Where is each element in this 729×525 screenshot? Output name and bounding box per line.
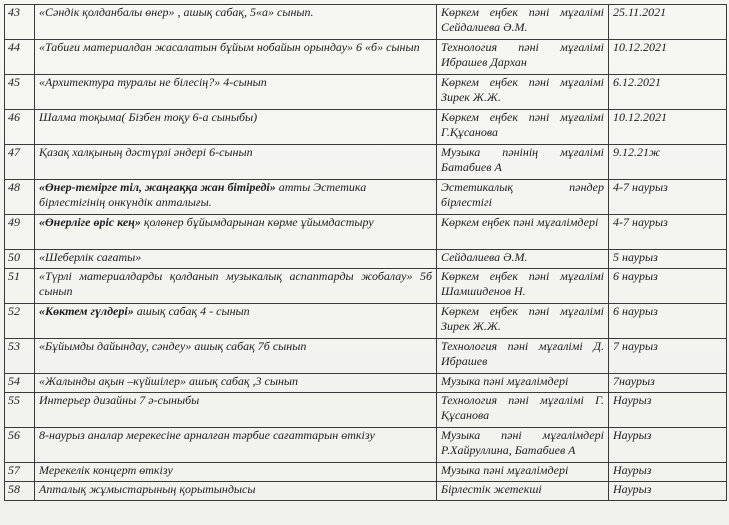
event-title-bold: «Көктем гүлдері» [39,304,134,318]
table-row [5,250,727,269]
responsible-person: Сейдалиева Ә.М. [437,250,609,269]
event-title-rest: қолөнер бұйымдарынан көрме ұйымдастыру [140,215,374,229]
row-number: 45 [5,75,35,110]
event-title: «Архитектура туралы не білесің?» 4-сынып [35,75,437,110]
row-number: 54 [5,374,35,393]
responsible-person: Музыка пәні мұғалімдері [437,463,609,482]
table-row [5,5,727,40]
table-row [5,463,727,482]
responsible-person: Көркем еңбек пәні мұғалімі Шамшиденов Н. [437,269,609,304]
row-number: 43 [5,5,35,40]
table-row [5,269,727,304]
responsible-person: Технология пәні мұғалімі Г. Құсанова [437,393,609,428]
row-number: 47 [5,145,35,180]
event-date: 4-7 наурыз [609,215,727,250]
event-title: Интерьер дизайны 7 ә-сыныбы [35,393,437,428]
responsible-person: Көркем еңбек пәні мұғалімі Зирек Ж.Ж. [437,304,609,339]
event-date: 7наурыз [609,374,727,393]
event-date: Наурыз [609,393,727,428]
event-date: 9.12.21ж [609,145,727,180]
table-row [5,482,727,501]
responsible-person: Көркем еңбек пәні мұғалімдері [437,215,609,250]
event-date: 6 наурыз [609,269,727,304]
table-row [5,75,727,110]
responsible-person: Технология пәні мұғалімі Ибрашев Дархан [437,40,609,75]
event-date: 6 наурыз [609,304,727,339]
event-title: «Табиғи материалдан жасалатын бұйым нобайын орындау» 6 «б» сынып [35,40,437,75]
event-title: 8-наурыз аналар мерекесіне арналған тәрбие сағаттарын өткізу [35,428,437,463]
event-date: 6.12.2021 [609,75,727,110]
event-date: 4-7 наурыз [609,180,727,215]
row-number: 58 [5,482,35,501]
row-number: 56 [5,428,35,463]
responsible-person: Көркем еңбек пәні мұғалімі Зирек Ж.Ж. [437,75,609,110]
event-title [35,180,437,215]
event-title: Қазақ халқының дәстүрлі әндері 6-сынып [35,145,437,180]
event-date: 10.12.2021 [609,40,727,75]
responsible-person: Көркем еңбек пәні мұғалімі Г.Құсанова [437,110,609,145]
table-row [5,339,727,374]
event-title: «Түрлі материалдарды қолданып музыкалық аспаптарды жобалау» 5б сынып [35,269,437,304]
row-number: 46 [5,110,35,145]
event-title: Шалма тоқыма( Бізбен тоқу 6-а сыныбы) [35,110,437,145]
event-title: «Жалынды ақын –күйшілер» ашық сабақ ,3 сынып [35,374,437,393]
event-title [35,304,437,339]
event-title-rest: атты Эстетика бірлестігінің онкүндік апталығы. [39,180,367,209]
table-row [5,40,727,75]
row-number: 50 [5,250,35,269]
responsible-person: Бірлестік жетекші [437,482,609,501]
event-date: 7 наурыз [609,339,727,374]
row-number: 44 [5,40,35,75]
event-title-rest: ашық сабақ 4 - сынып [133,304,250,318]
event-date: Наурыз [609,482,727,501]
row-number: 57 [5,463,35,482]
event-title: «Шеберлік сағаты» [35,250,437,269]
responsible-person: Музыка пәнінің мұғалімі Батабиев А [437,145,609,180]
row-number: 53 [5,339,35,374]
event-date: Наурыз [609,463,727,482]
table-row [5,393,727,428]
responsible-person: Музыка пәні мұғалімдері Р.Хайруллина, Батабиев А [437,428,609,463]
event-title: Апталық жұмыстарының қорытындысы [35,482,437,501]
row-number: 55 [5,393,35,428]
row-number: 49 [5,215,35,250]
event-title-bold: «Өнерліге өріс кең» [39,215,141,229]
responsible-person: Эстетикалық пәндер бірлестігі [437,180,609,215]
table-row [5,110,727,145]
event-title: Мерекелік концерт өткізу [35,463,437,482]
responsible-person: Көркем еңбек пәні мұғалімі Сейдалиева Ә.М. [437,5,609,40]
responsible-person: Технология пәні мұғалімі Д. Ибрашев [437,339,609,374]
row-number: 52 [5,304,35,339]
table-row [5,428,727,463]
event-title: «Бұйымды дайындау, сәндеу» ашық сабақ 7б сынып [35,339,437,374]
table-row [5,374,727,393]
event-date: Наурыз [609,428,727,463]
event-title [35,215,437,250]
responsible-person: Музыка пәні мұғалімдері [437,374,609,393]
row-number: 48 [5,180,35,215]
table-row [5,180,727,215]
event-date: 10.12.2021 [609,110,727,145]
row-number: 51 [5,269,35,304]
table-row [5,215,727,250]
event-date: 5 наурыз [609,250,727,269]
event-title: «Сәндік қолданбалы өнер» , ашық сабақ, 5«а» сынып. [35,5,437,40]
table-row [5,304,727,339]
event-title-bold: «Өнер-темірге тіл, жаңғаққа жан бітіреді» [39,180,276,194]
table-row [5,145,727,180]
event-date: 25.11.2021 [609,5,727,40]
events-table [4,4,727,501]
